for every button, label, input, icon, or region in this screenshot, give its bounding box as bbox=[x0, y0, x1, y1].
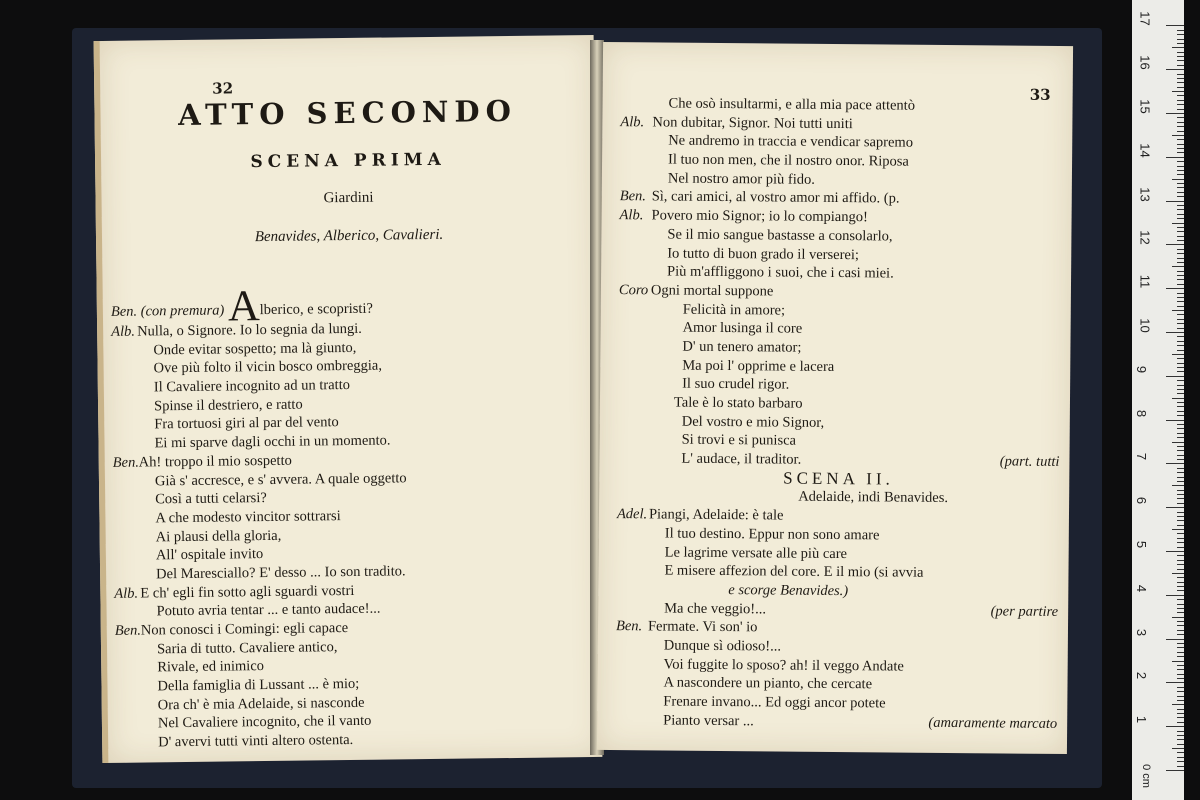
ruler-tick bbox=[1177, 393, 1184, 394]
ruler-number: 16 bbox=[1137, 55, 1153, 70]
speaker: Ben. bbox=[615, 618, 643, 635]
ruler-tick bbox=[1177, 652, 1184, 653]
ruler-tick bbox=[1177, 363, 1184, 364]
ruler-tick bbox=[1177, 87, 1184, 88]
ruler-tick bbox=[1177, 450, 1184, 451]
ruler-tick bbox=[1177, 284, 1184, 285]
speaker: Ben. bbox=[619, 188, 646, 205]
drop-cap: A bbox=[227, 281, 260, 331]
ruler-tick bbox=[1166, 595, 1184, 596]
ruler-tick bbox=[1166, 69, 1184, 70]
ruler-number: 4 bbox=[1134, 584, 1150, 592]
ruler-tick bbox=[1177, 542, 1184, 543]
line-text: Ma poi l' opprime e lacera bbox=[682, 357, 835, 375]
ruler-tick bbox=[1177, 696, 1184, 697]
ruler-tick bbox=[1177, 56, 1184, 57]
ruler-tick bbox=[1166, 463, 1184, 464]
right-lines bbox=[617, 94, 1072, 472]
ruler-tick bbox=[1177, 236, 1184, 237]
ruler-tick bbox=[1177, 428, 1184, 429]
ruler-tick bbox=[1177, 691, 1184, 692]
ruler-tick bbox=[1177, 209, 1184, 210]
ruler-tick bbox=[1177, 612, 1184, 613]
line-text: Ah! troppo il mio sospetto bbox=[138, 452, 292, 471]
ruler-tick bbox=[1177, 170, 1184, 171]
ruler-tick bbox=[1177, 503, 1184, 504]
ruler-tick bbox=[1177, 713, 1184, 714]
ruler-tick bbox=[1177, 187, 1184, 188]
ruler-tick bbox=[1177, 350, 1184, 351]
right-lines-2 bbox=[615, 505, 1069, 733]
speaker: Ben. bbox=[112, 454, 140, 471]
ruler-tick bbox=[1166, 420, 1184, 421]
line-text: Spinse il destriero, e ratto bbox=[153, 396, 303, 415]
ruler-number: 6 bbox=[1134, 497, 1150, 505]
ruler-tick bbox=[1172, 485, 1184, 486]
ruler-tick bbox=[1177, 389, 1184, 390]
ruler-tick bbox=[1177, 621, 1184, 622]
line-text: Frenare invano... Ed oggi ancor potete bbox=[663, 693, 886, 712]
ruler-tick bbox=[1177, 459, 1184, 460]
line-text: D' un tenero amator; bbox=[682, 338, 802, 356]
ruler-tick bbox=[1177, 74, 1184, 75]
ruler-tick bbox=[1177, 109, 1184, 110]
page-number-right: 33 bbox=[1029, 85, 1051, 104]
ruler-tick bbox=[1177, 328, 1184, 329]
scene-title: SCENA PRIMA bbox=[250, 149, 446, 173]
ruler-tick bbox=[1177, 656, 1184, 657]
ruler-number: 7 bbox=[1134, 453, 1150, 461]
ruler-tick bbox=[1177, 275, 1184, 276]
line-text: L' audace, il traditor. bbox=[681, 450, 802, 468]
line-text: Fermate. Vi son' io bbox=[647, 618, 758, 636]
ruler-tick bbox=[1172, 266, 1184, 267]
ruler-number: 12 bbox=[1137, 230, 1153, 246]
ruler-tick bbox=[1177, 231, 1184, 232]
ruler-tick bbox=[1177, 100, 1184, 101]
ruler-tick bbox=[1177, 30, 1184, 31]
line-text: Nel nostro amor più fido. bbox=[667, 170, 815, 188]
ruler-tick bbox=[1177, 739, 1184, 740]
scene-setting: Giardini bbox=[323, 189, 374, 207]
scene2-title: SCENA II. bbox=[783, 468, 894, 489]
ruler-tick bbox=[1177, 258, 1184, 259]
ruler-tick bbox=[1177, 533, 1184, 534]
line-text: Più m'affliggono i suoi, che i casi miei. bbox=[667, 263, 894, 282]
ruler-tick bbox=[1177, 371, 1184, 372]
ruler-tick bbox=[1172, 617, 1184, 618]
line-text: Piangi, Adelaide: è tale bbox=[648, 506, 784, 524]
ruler-tick bbox=[1166, 157, 1184, 158]
ruler-number: 17 bbox=[1137, 11, 1153, 27]
ruler-tick bbox=[1177, 43, 1184, 44]
speaker: Ben. bbox=[110, 303, 138, 320]
stage-direction: (con premura) bbox=[140, 302, 225, 320]
ruler-tick bbox=[1177, 757, 1184, 758]
ruler-tick bbox=[1177, 634, 1184, 635]
ruler-tick bbox=[1177, 643, 1184, 644]
ruler-number: 13 bbox=[1137, 186, 1153, 202]
line-text: Felicità in amore; bbox=[682, 301, 786, 319]
ruler-tick bbox=[1177, 604, 1184, 605]
ruler-tick bbox=[1177, 647, 1184, 648]
ruler-tick bbox=[1177, 687, 1184, 688]
ruler-tick bbox=[1177, 104, 1184, 105]
line-text: Io tutto di buon grado il verserei; bbox=[667, 245, 860, 263]
line-text: Ne andremo in traccia e vendicar sapremo bbox=[668, 132, 914, 152]
ruler-unit: 0 cm bbox=[1139, 764, 1152, 788]
ruler-tick bbox=[1177, 490, 1184, 491]
ruler-tick bbox=[1177, 472, 1184, 473]
ruler-tick bbox=[1177, 481, 1184, 482]
ruler-tick bbox=[1177, 297, 1184, 298]
ruler-tick bbox=[1177, 538, 1184, 539]
line-text: Amor lusinga il core bbox=[682, 319, 803, 337]
line-text: Il Cavaliere incognito ad un tratto bbox=[153, 377, 351, 396]
stage-direction: (part. tutti bbox=[999, 453, 1060, 471]
ruler-tick bbox=[1166, 201, 1184, 202]
line-text: E misere affezion del core. E il mio (si avvia bbox=[664, 562, 924, 581]
ruler-tick bbox=[1166, 376, 1184, 377]
ruler-tick bbox=[1172, 661, 1184, 662]
ruler-tick bbox=[1177, 477, 1184, 478]
line-text: Così a tutti celarsi? bbox=[155, 490, 267, 508]
ruler-tick bbox=[1166, 507, 1184, 508]
ruler-tick bbox=[1177, 560, 1184, 561]
ruler-tick bbox=[1177, 586, 1184, 587]
ruler-number: 14 bbox=[1137, 143, 1153, 158]
ruler-tick bbox=[1177, 625, 1184, 626]
ruler-tick bbox=[1177, 336, 1184, 337]
ruler-number: 1 bbox=[1134, 716, 1150, 724]
ruler-tick bbox=[1177, 341, 1184, 342]
ruler-number: 15 bbox=[1137, 99, 1153, 114]
ruler-tick bbox=[1177, 446, 1184, 447]
ruler-tick bbox=[1177, 709, 1184, 710]
ruler-tick bbox=[1177, 516, 1184, 517]
speaker: Alb. bbox=[111, 323, 136, 340]
line-text: e scorge Benavides.) bbox=[728, 581, 849, 599]
ruler-tick bbox=[1177, 555, 1184, 556]
ruler-tick bbox=[1177, 183, 1184, 184]
ruler-tick bbox=[1177, 411, 1184, 412]
line-text: Tale è lo stato barbaro bbox=[673, 394, 803, 412]
ruler-tick bbox=[1177, 122, 1184, 123]
ruler-tick bbox=[1177, 406, 1184, 407]
speaker: Coro bbox=[618, 281, 649, 299]
line-text: Nulla, o Signore. Io lo segnia da lungi. bbox=[137, 320, 362, 340]
ruler-tick bbox=[1177, 166, 1184, 167]
ruler-tick bbox=[1177, 608, 1184, 609]
ruler-tick bbox=[1177, 205, 1184, 206]
line-text: Ora ch' è mia Adelaide, si nasconde bbox=[157, 694, 365, 714]
line-text: Potuto avria tentar ... e tanto audace!... bbox=[156, 600, 381, 620]
ruler-tick bbox=[1177, 564, 1184, 565]
ruler-tick bbox=[1177, 433, 1184, 434]
scene-characters: Benavides, Alberico, Cavalieri. bbox=[254, 226, 444, 246]
ruler-tick bbox=[1177, 293, 1184, 294]
line-text: A nascondere un pianto, che cercate bbox=[663, 674, 873, 693]
ruler-tick bbox=[1177, 306, 1184, 307]
right-text-block bbox=[615, 94, 1073, 733]
ruler-tick bbox=[1177, 131, 1184, 132]
ruler-number: 2 bbox=[1134, 672, 1150, 680]
line-text: Nel Cavaliere incognito, che il vanto bbox=[157, 713, 372, 732]
left-page bbox=[94, 35, 603, 763]
ruler-tick bbox=[1177, 214, 1184, 215]
ruler-tick bbox=[1172, 748, 1184, 749]
ruler-tick bbox=[1177, 468, 1184, 469]
ruler-tick bbox=[1177, 139, 1184, 140]
line-text: Del Maresciallo? E' desso ... Io son tradito. bbox=[156, 563, 406, 583]
ruler-tick bbox=[1172, 310, 1184, 311]
ruler-number: 3 bbox=[1134, 628, 1150, 636]
ruler-tick bbox=[1177, 752, 1184, 753]
speaker: Alb. bbox=[114, 585, 139, 602]
ruler-tick bbox=[1177, 152, 1184, 153]
text-line bbox=[615, 711, 1067, 734]
ruler-tick bbox=[1166, 332, 1184, 333]
ruler-tick bbox=[1177, 345, 1184, 346]
line-text: Il suo crudel rigor. bbox=[682, 375, 790, 393]
measuring-ruler bbox=[1132, 0, 1184, 800]
speaker: Alb. bbox=[620, 113, 645, 131]
ruler-tick bbox=[1177, 630, 1184, 631]
ruler-tick bbox=[1177, 262, 1184, 263]
line-text: Già s' accresce, e s' avvera. A quale oggetto bbox=[154, 469, 407, 489]
ruler-tick bbox=[1177, 669, 1184, 670]
line-text: Si trovi e si punisca bbox=[681, 432, 797, 450]
ruler-tick bbox=[1177, 358, 1184, 359]
line-text: Fra tortuosi giri al par del vento bbox=[154, 414, 339, 433]
left-lines bbox=[111, 317, 602, 753]
line-text: Pianto versar ... bbox=[663, 712, 754, 729]
line-text: A che modesto vincitor sottrarsi bbox=[155, 507, 341, 527]
ruler-number: 9 bbox=[1134, 365, 1150, 373]
ruler-tick bbox=[1177, 78, 1184, 79]
line-text: Ei mi sparve dagli occhi in un momento. bbox=[154, 432, 391, 452]
ruler-tick bbox=[1177, 599, 1184, 600]
ruler-tick bbox=[1172, 573, 1184, 574]
speaker: Adel. bbox=[616, 506, 648, 523]
ruler-tick bbox=[1177, 674, 1184, 675]
ruler-tick bbox=[1177, 314, 1184, 315]
ruler-tick bbox=[1177, 498, 1184, 499]
ruler-tick bbox=[1172, 223, 1184, 224]
ruler-tick bbox=[1177, 547, 1184, 548]
line-text: Le lagrime versate alle più care bbox=[664, 544, 848, 562]
ruler-tick bbox=[1177, 161, 1184, 162]
ruler-tick bbox=[1172, 91, 1184, 92]
ruler-tick bbox=[1177, 735, 1184, 736]
line-text: D' avervi tutti vinti altero ostenta. bbox=[158, 732, 354, 751]
ruler-tick bbox=[1177, 722, 1184, 723]
ruler-tick bbox=[1177, 218, 1184, 219]
ruler-tick bbox=[1177, 174, 1184, 175]
ruler-tick bbox=[1177, 744, 1184, 745]
ruler-number: 11 bbox=[1137, 274, 1153, 289]
ruler-tick bbox=[1177, 117, 1184, 118]
ruler-tick bbox=[1172, 47, 1184, 48]
ruler-tick bbox=[1177, 60, 1184, 61]
line-text: Se il mio sangue bastasse a consolarlo, bbox=[667, 226, 893, 245]
ruler-tick bbox=[1177, 126, 1184, 127]
line-text: Ma che veggio!... bbox=[664, 600, 767, 617]
line-text: Del vostro e mio Signor, bbox=[681, 413, 825, 431]
ruler-tick bbox=[1177, 569, 1184, 570]
line-text: Non conosci i Comingi: egli capace bbox=[140, 620, 349, 639]
ruler-tick bbox=[1177, 144, 1184, 145]
page-number-left: 32 bbox=[212, 79, 234, 98]
right-page bbox=[597, 42, 1073, 754]
line-text: Che osò insultarmi, e alla mia pace attentò bbox=[668, 95, 916, 114]
ruler-tick bbox=[1177, 301, 1184, 302]
stage-direction: (amaramente marcato bbox=[928, 714, 1058, 732]
ruler-tick bbox=[1177, 761, 1184, 762]
ruler-tick bbox=[1177, 192, 1184, 193]
ruler-tick bbox=[1177, 319, 1184, 320]
line-text: lberico, e scopristi? bbox=[259, 300, 373, 319]
line-text: Sì, cari amici, al vostro amor mi affido. (p. bbox=[651, 188, 900, 207]
line-text: Non dubitar, Signor. Noi tutti uniti bbox=[652, 114, 853, 132]
ruler-tick bbox=[1177, 52, 1184, 53]
ruler-tick bbox=[1166, 770, 1184, 771]
ruler-tick bbox=[1172, 179, 1184, 180]
line-text: Onde evitar sospetto; ma là giunto, bbox=[153, 339, 357, 359]
ruler-tick bbox=[1177, 385, 1184, 386]
left-text-block bbox=[110, 281, 603, 753]
ruler-tick bbox=[1177, 271, 1184, 272]
ruler-tick bbox=[1177, 520, 1184, 521]
line-text: Povero mio Signor; io lo compiango! bbox=[651, 207, 868, 226]
ruler-tick bbox=[1177, 253, 1184, 254]
ruler-tick bbox=[1177, 437, 1184, 438]
ruler-tick bbox=[1177, 731, 1184, 732]
line-text: Il tuo non men, che il nostro onor. Riposa bbox=[668, 151, 909, 170]
ruler-tick bbox=[1177, 424, 1184, 425]
line-text: Voi fuggite lo sposo? ah! il veggo Andate bbox=[663, 656, 904, 675]
ruler-tick bbox=[1177, 34, 1184, 35]
ruler-tick bbox=[1172, 529, 1184, 530]
ruler-tick bbox=[1177, 95, 1184, 96]
ruler-number: 8 bbox=[1134, 409, 1150, 417]
ruler-tick bbox=[1177, 240, 1184, 241]
ruler-tick bbox=[1177, 665, 1184, 666]
ruler-tick bbox=[1166, 682, 1184, 683]
ruler-tick bbox=[1166, 726, 1184, 727]
scene2-characters: Adelaide, indi Benavides. bbox=[798, 489, 949, 507]
line-text: Ove più folto il vicin bosco ombreggia, bbox=[153, 357, 383, 377]
ruler-tick bbox=[1177, 577, 1184, 578]
ruler-tick bbox=[1177, 39, 1184, 40]
ruler-tick bbox=[1177, 148, 1184, 149]
ruler-tick bbox=[1177, 249, 1184, 250]
ruler-number: 5 bbox=[1134, 540, 1150, 549]
ruler-tick bbox=[1177, 82, 1184, 83]
ruler-tick bbox=[1172, 398, 1184, 399]
ruler-number: 10 bbox=[1137, 318, 1153, 333]
ruler-tick bbox=[1177, 582, 1184, 583]
line-text: Ogni mortal suppone bbox=[650, 282, 774, 300]
ruler-tick bbox=[1177, 717, 1184, 718]
ruler-tick bbox=[1177, 766, 1184, 767]
stage-direction: (per partire bbox=[990, 602, 1059, 620]
ruler-tick bbox=[1172, 442, 1184, 443]
ruler-tick bbox=[1177, 415, 1184, 416]
line-text: Ai plausi della gloria, bbox=[155, 527, 282, 545]
ruler-tick bbox=[1172, 704, 1184, 705]
ruler-tick bbox=[1166, 551, 1184, 552]
ruler-tick bbox=[1166, 288, 1184, 289]
ruler-tick bbox=[1166, 25, 1184, 26]
ruler-tick bbox=[1177, 196, 1184, 197]
line-text: Rivale, ed inimico bbox=[157, 658, 265, 676]
act-title: ATTO SECONDO bbox=[177, 93, 518, 133]
ruler-tick bbox=[1177, 700, 1184, 701]
line-text: Dunque sì odioso!... bbox=[663, 637, 782, 655]
ruler-tick bbox=[1177, 590, 1184, 591]
line-text: Saria di tutto. Cavaliere antico, bbox=[156, 638, 338, 658]
ruler-tick bbox=[1172, 135, 1184, 136]
ruler-tick bbox=[1177, 494, 1184, 495]
ruler-tick bbox=[1177, 525, 1184, 526]
ruler-tick bbox=[1177, 367, 1184, 368]
ruler-tick bbox=[1177, 402, 1184, 403]
speaker: Ben. bbox=[114, 622, 142, 639]
ruler-tick bbox=[1177, 380, 1184, 381]
ruler-tick bbox=[1177, 512, 1184, 513]
speaker: Alb. bbox=[619, 207, 644, 224]
ruler-tick bbox=[1166, 113, 1184, 114]
ruler-tick bbox=[1166, 639, 1184, 640]
line-text: Il tuo destino. Eppur non sono amare bbox=[664, 525, 880, 544]
ruler-tick bbox=[1177, 279, 1184, 280]
ruler-tick bbox=[1177, 323, 1184, 324]
line-text: All' ospitale invito bbox=[155, 546, 264, 564]
line-text: E ch' egli fin sotto agli sguardi vostri bbox=[140, 582, 355, 602]
ruler-tick bbox=[1177, 65, 1184, 66]
ruler-tick bbox=[1177, 227, 1184, 228]
line-text: Della famiglia di Lussant ... è mio; bbox=[157, 675, 360, 695]
ruler-tick bbox=[1177, 678, 1184, 679]
ruler-tick bbox=[1166, 244, 1184, 245]
ruler-tick bbox=[1172, 354, 1184, 355]
ruler-tick bbox=[1177, 455, 1184, 456]
